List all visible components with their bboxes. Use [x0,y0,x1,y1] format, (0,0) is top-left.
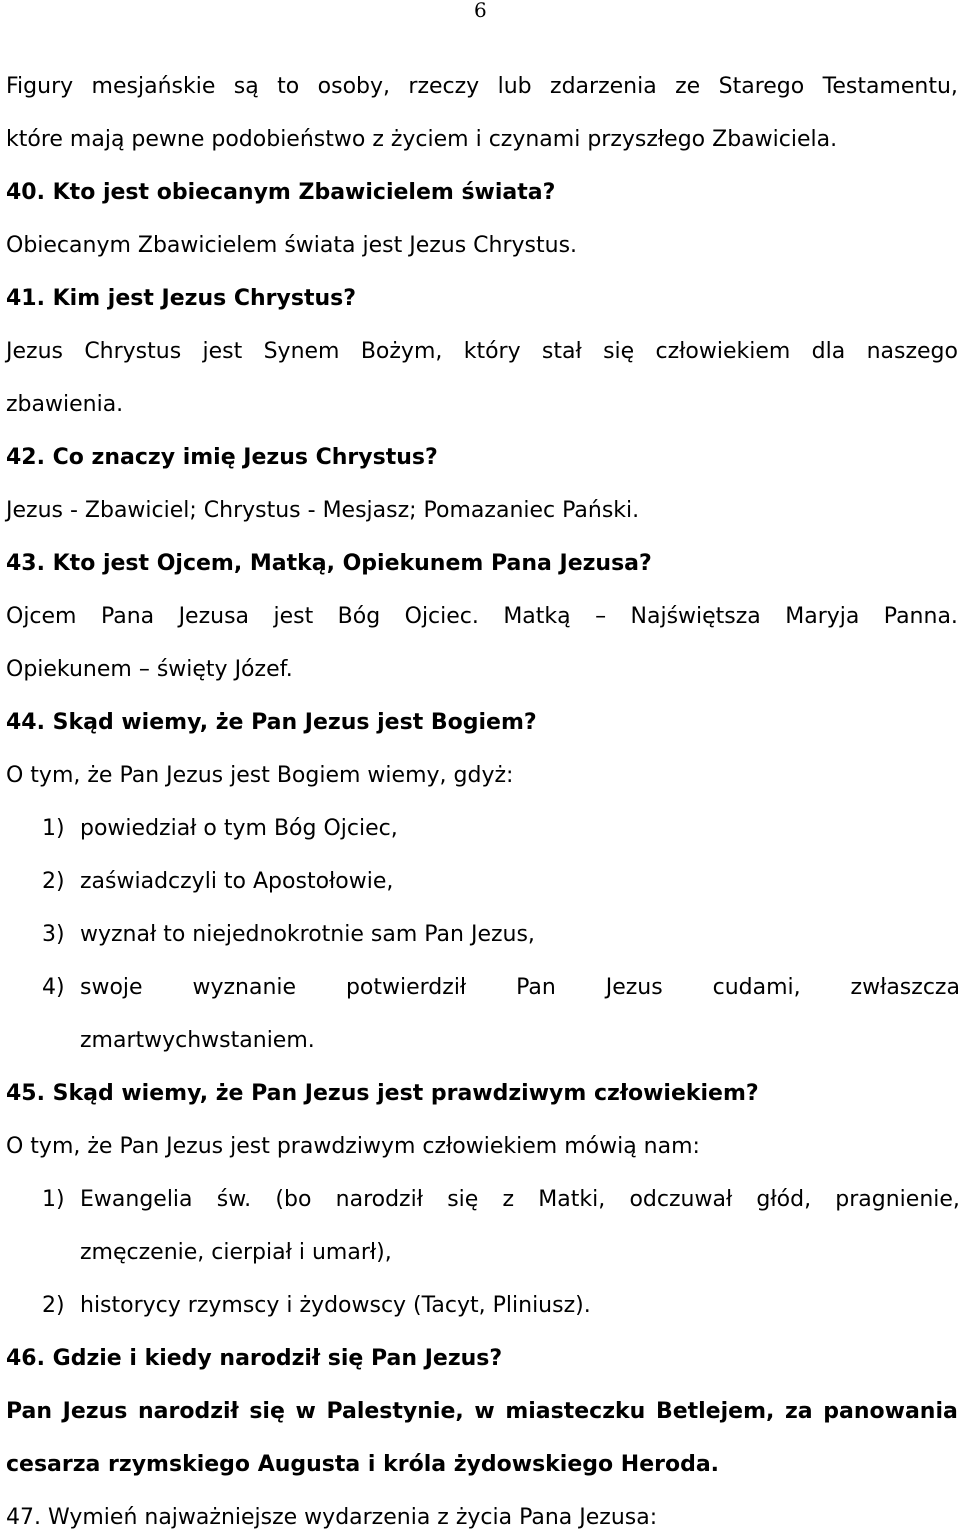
word: się [603,339,635,364]
word: odczuwał [629,1187,733,1212]
word: Palestynie, [326,1399,464,1424]
answer-41 [6,337,958,367]
question-42: 42. Co znaczy imię Jezus Chrystus? [6,445,438,470]
question-44: 44. Skąd wiemy, że Pan Jezus jest Bogiem? [6,710,537,735]
word: lub [497,74,532,99]
word: Matką [503,604,571,629]
word: głód, [756,1187,812,1212]
word: – [595,604,607,629]
word: zdarzenia [550,74,657,99]
word: Bożym, [360,339,443,364]
word: Panna. [883,604,958,629]
word: za [784,1399,813,1424]
word: Maryja [785,604,860,629]
word: Ojciec. [404,604,479,629]
word: człowiekiem [655,339,791,364]
text-line [6,72,958,102]
word: Najświętsza [630,604,761,629]
list-item-cont: zmęczenie, cierpiał i umarł), [80,1240,392,1265]
word: miasteczku [505,1399,646,1424]
word: Jezus [6,339,63,364]
word: z [502,1187,515,1212]
word: cudami, [712,975,801,1000]
question-43: 43. Kto jest Ojcem, Matką, Opiekunem Pana Jezusa? [6,551,652,576]
word: się [447,1187,479,1212]
list-item: 1) Ewangelia św. (bo narodził się z Matki, odczuwał głód, pragnienie, [42,1185,960,1215]
list-item: 1) powiedział o tym Bóg Ojciec, [42,816,398,841]
word: dla [811,339,846,364]
word: jest [273,604,314,629]
question-46: 46. Gdzie i kiedy narodził się Pan Jezus? [6,1346,503,1371]
word: Starego [718,74,805,99]
word: pragnienie, [835,1187,960,1212]
word: stał [541,339,582,364]
word: ze [675,74,701,99]
word: św. [216,1187,252,1212]
word: (bo [275,1187,312,1212]
answer-46 [6,1397,958,1427]
word: w [474,1399,495,1424]
word: Bóg [337,604,381,629]
word: są [233,74,259,99]
list-item: 3) wyznał to niejednokrotnie sam Pan Jezus, [42,922,535,947]
word: Ewangelia [80,1187,193,1212]
list-item: 4) swoje wyznanie potwierdził Pan Jezus cudami, zwłaszcza [42,973,960,1003]
word: wyznanie [192,975,297,1000]
word: narodził [335,1187,423,1212]
word: Chrystus [84,339,182,364]
answer-43 [6,602,958,632]
word: Ojcem [6,604,77,629]
answer-45: O tym, że Pan Jezus jest prawdziwym człowiekiem mówią nam: [6,1134,700,1159]
question-40: 40. Kto jest obiecanym Zbawicielem świata? [6,180,556,205]
text-line: które mają pewne podobieństwo z życiem i czynami przyszłego Zbawiciela. [6,127,838,152]
question-41: 41. Kim jest Jezus Chrystus? [6,286,356,311]
answer-40: Obiecanym Zbawicielem świata jest Jezus Chrystus. [6,233,578,258]
word: mesjańskie [91,74,216,99]
word: swoje [80,975,143,1000]
answer-46-cont: cesarza rzymskiego Augusta i króla żydowskiego Heroda. [6,1452,720,1477]
word: Testamentu, [822,74,958,99]
question-45: 45. Skąd wiemy, że Pan Jezus jest prawdziwym człowiekiem? [6,1081,759,1106]
word: się [249,1399,285,1424]
list-item-cont: zmartwychwstaniem. [80,1028,315,1053]
word: Jezus [605,975,663,1000]
word: Jezus [62,1399,128,1424]
word: Figury [6,74,74,99]
word: Synem [263,339,340,364]
page-number: 6 [474,0,487,22]
word: Pana [100,604,155,629]
word: Betlejem, [655,1399,775,1424]
word: który [463,339,521,364]
question-47: 47. Wymień najważniejsze wydarzenia z życia Pana Jezusa: [6,1505,658,1530]
word: w [295,1399,316,1424]
word: zwłaszcza [850,975,960,1000]
answer-41-cont: zbawienia. [6,392,124,417]
answer-42: Jezus - Zbawiciel; Chrystus - Mesjasz; Pomazaniec Pański. [6,498,640,523]
word: jest [202,339,243,364]
word: narodził [137,1399,239,1424]
word: naszego [866,339,958,364]
answer-44: O tym, że Pan Jezus jest Bogiem wiemy, gdyż: [6,763,514,788]
word: Matki, [538,1187,606,1212]
word: Jezusa [178,604,250,629]
word: potwierdził [345,975,467,1000]
list-item: 2) historycy rzymscy i żydowscy (Tacyt, Pliniusz). [42,1293,591,1318]
word: osoby, [317,74,390,99]
word: panowania [823,1399,958,1424]
word: rzeczy [408,74,480,99]
answer-43-cont: Opiekunem – święty Józef. [6,657,293,682]
word: Pan [516,975,556,1000]
word: to [277,74,300,99]
word: Pan [6,1399,53,1424]
list-item: 2) zaświadczyli to Apostołowie, [42,869,394,894]
